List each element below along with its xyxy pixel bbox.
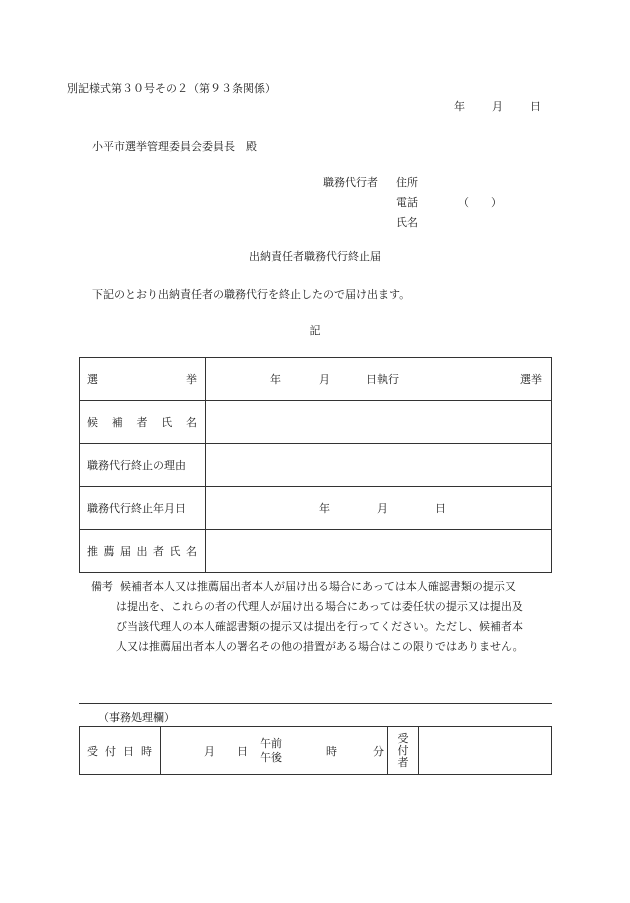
end-date-label: 職務代行終止年月日 — [80, 487, 206, 530]
election-row — [80, 358, 552, 401]
election-day: 日執行 — [366, 373, 399, 386]
applicant-role: 職務代行者 — [323, 176, 378, 189]
address-label: 住所 — [396, 176, 418, 189]
statement: 下記のとおり出納責任者の職務代行を終止したので届け出ます。 — [92, 288, 411, 301]
phone-paren-close: ） — [491, 196, 502, 209]
ki-heading: 記 — [309, 324, 321, 337]
received-month: 月 — [204, 744, 215, 758]
date-month: 月 — [492, 100, 503, 113]
election-year: 年 — [270, 373, 281, 386]
candidate-label: 候 補 者 氏 名 — [80, 401, 206, 444]
office-table — [79, 726, 552, 775]
section-divider — [79, 703, 552, 704]
form-reference: 別記様式第３０号その２（第９３条関係） — [67, 82, 276, 95]
receiver-value[interactable] — [419, 727, 552, 775]
date-year: 年 — [454, 100, 465, 113]
reason-label: 職務代行終止の理由 — [80, 444, 206, 487]
phone-paren-open: （ — [458, 196, 469, 209]
recommender-row — [80, 530, 552, 573]
reason-value[interactable] — [206, 444, 552, 487]
am-pm — [260, 737, 282, 765]
receiver-label: 受 付 者 — [388, 727, 419, 775]
received-hour: 時 — [326, 744, 337, 758]
name-label: 氏名 — [396, 216, 418, 229]
recommender-value[interactable] — [206, 530, 552, 573]
remarks — [91, 577, 551, 657]
reason-row — [80, 444, 552, 487]
received-minute: 分 — [373, 744, 384, 758]
details-table — [79, 357, 552, 573]
remarks-line-2: は提出を、これらの者の代理人が届け出る場合にあっては委任状の提示又は提出及 — [116, 600, 523, 613]
recommender-label: 推 薦 届 出 者 氏 名 — [80, 530, 206, 573]
end-date-month: 月 — [377, 502, 388, 515]
am-label: 午前 — [260, 736, 282, 750]
document-title: 出納責任者職務代行終止届 — [249, 250, 381, 263]
end-date-row — [80, 487, 552, 530]
end-date-value[interactable] — [206, 487, 552, 530]
candidate-row — [80, 401, 552, 444]
election-suffix: 選挙 — [520, 373, 542, 386]
remarks-line-4: 人又は推薦届出者本人の署名その他の措置がある場合はこの限りではありません。 — [116, 640, 524, 653]
election-month: 月 — [319, 373, 330, 386]
date-day: 日 — [530, 100, 541, 113]
election-value[interactable] — [206, 358, 552, 401]
applicant-block — [323, 177, 502, 237]
received-datetime[interactable] — [161, 727, 388, 775]
end-date-day: 日 — [435, 502, 446, 515]
remarks-line-3: び当該代理人の本人確認書類の提示又は提出を行ってください。ただし、候補者本 — [116, 620, 523, 633]
remarks-head: 備考 — [91, 580, 113, 593]
office-section-label: （事務処理欄） — [98, 711, 175, 724]
addressee: 小平市選挙管理委員会委員長 殿 — [92, 140, 257, 153]
submission-date — [454, 101, 541, 112]
candidate-value[interactable] — [206, 401, 552, 444]
election-label: 選 挙 — [80, 358, 206, 401]
received-day: 日 — [237, 744, 248, 758]
pm-label: 午後 — [260, 750, 282, 764]
received-label: 受 付 日 時 — [80, 727, 161, 775]
end-date-year: 年 — [319, 502, 330, 515]
remarks-line-1: 候補者本人又は推薦届出者本人が届け出る場合にあっては本人確認書類の提示又 — [120, 580, 516, 593]
phone-label: 電話 — [396, 196, 418, 209]
